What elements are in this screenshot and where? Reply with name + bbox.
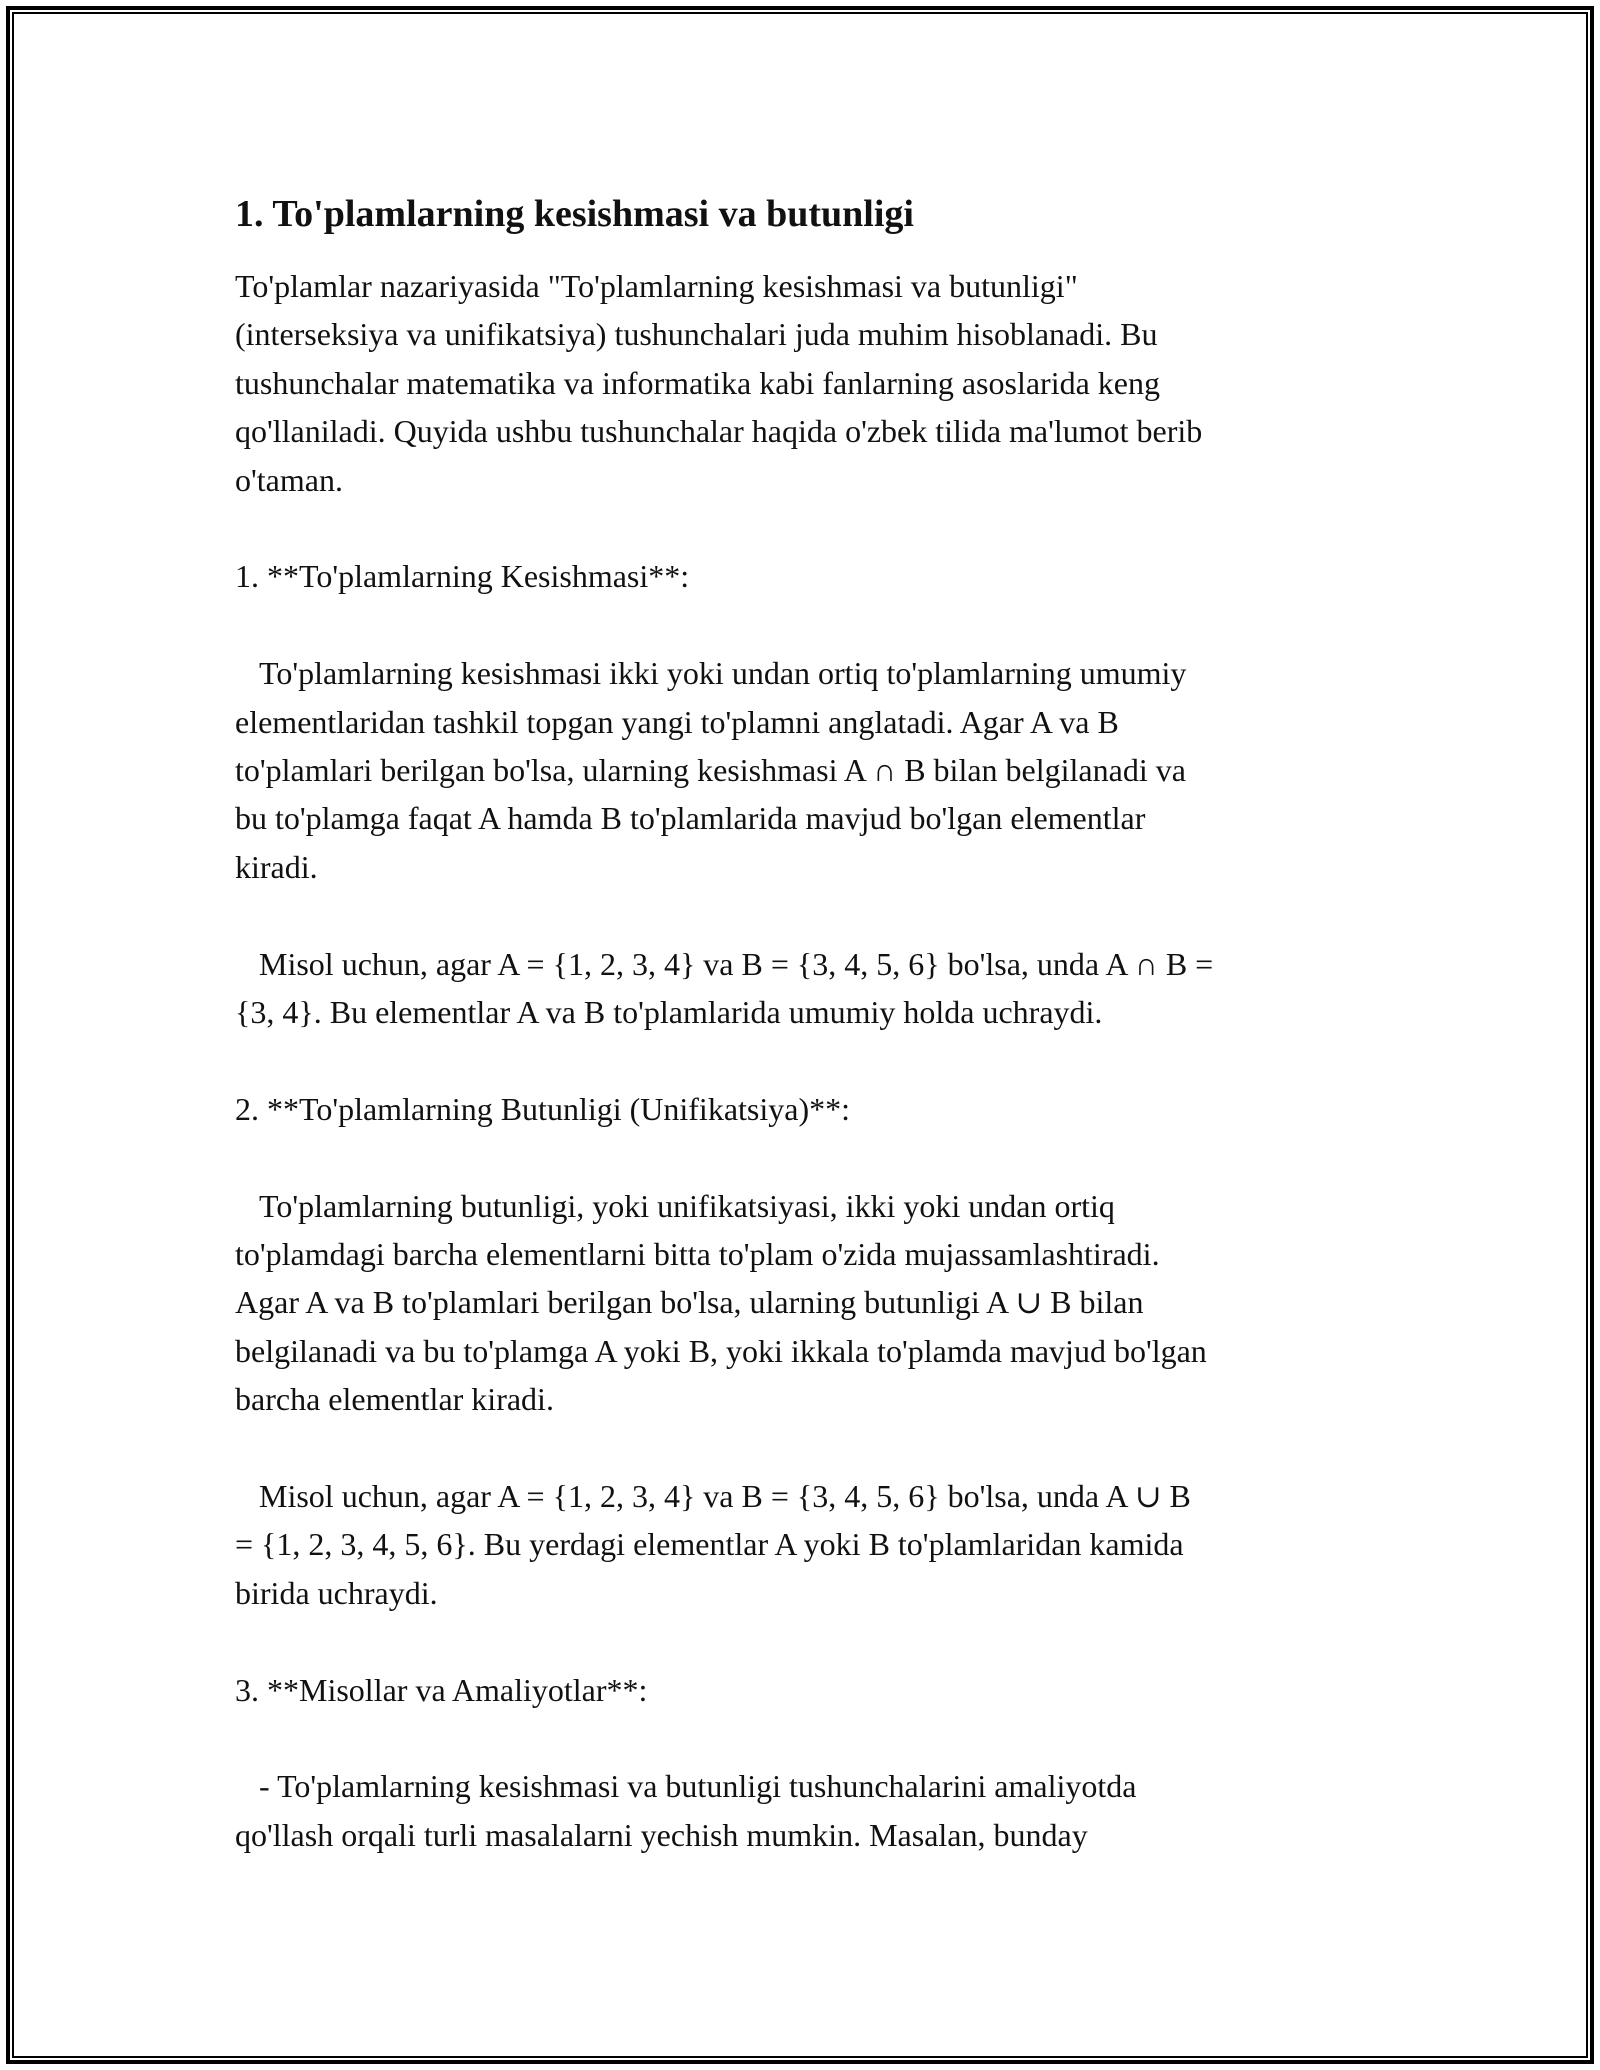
kesishmasi-definition-paragraph: To'plamlarning kesishmasi ikki yoki undan ortiq to'plamlarning umumiy elementlaridan tashkil topgan yangi to'plamni anglatadi. Agar A va B to'plamlari berilgan bo'lsa, ularning kesishmasi A ∩ B bilan belgilanadi va bu to'plamga faqat A hamda B to'plamlarida mavjud bo'lgan elementlar kiradi.: [235, 655, 1187, 885]
intro-paragraph: To'plamlar nazariyasida "To'plamlarning kesishmasi va butunligi" (interseksiya va unifikatsiya) tushunchalari juda muhim hisoblanadi. Bu tushunchalar matematika va informatika kabi fanlarning asoslarida keng qo'llaniladi. Quyida ushbu tushunchalar haqida o'zbek tilida ma'lumot berib o'taman.: [235, 268, 1203, 498]
kesishmasi-example-paragraph: Misol uchun, agar A = {1, 2, 3, 4} va B = {3, 4, 5, 6} bo'lsa, unda A ∩ B = {3, 4}. Bu elementlar A va B to'plamlarida umumiy holda uchraydi.: [235, 945, 1214, 1031]
section-heading-misollar: 3. **Misollar va Amaliyotlar**:: [235, 1671, 648, 1708]
section-heading-kesishmasi: 1. **To'plamlarning Kesishmasi**:: [235, 558, 690, 595]
misollar-paragraph: - To'plamlarning kesishmasi va butunligi tushunchalarini amaliyotda qo'llash orqali turli masalalarni yechish mumkin. Masalan, bunday: [235, 1768, 1137, 1853]
section-heading-butunligi: 2. **To'plamlarning Butunligi (Unifikatsiya)**:: [235, 1090, 850, 1127]
butunligi-definition-paragraph: To'plamlarning butunligi, yoki unifikatsiyasi, ikki yoki undan ortiq to'plamdagi barcha elementlarni bitta to'plam o'zida mujassamlashtiradi. Agar A va B to'plamlari berilgan bo'lsa, ularning butunligi A ∪ B bilan belgilanadi va bu to'plamga A yoki B, yoki ikkala to'plamda mavjud bo'lgan barcha elementlar kiradi.: [235, 1187, 1207, 1418]
document-page: [235, 188, 1375, 1908]
butunligi-example-paragraph: Misol uchun, agar A = {1, 2, 3, 4} va B = {3, 4, 5, 6} bo'lsa, unda A ∪ B = {1, 2, 3, 4, 5, 6}. Bu yerdagi elementlar A yoki B to'plamlaridan kamida birida uchraydi.: [235, 1478, 1191, 1611]
page-title: 1. To'plamlarning kesishmasi va butunligi: [235, 193, 914, 235]
